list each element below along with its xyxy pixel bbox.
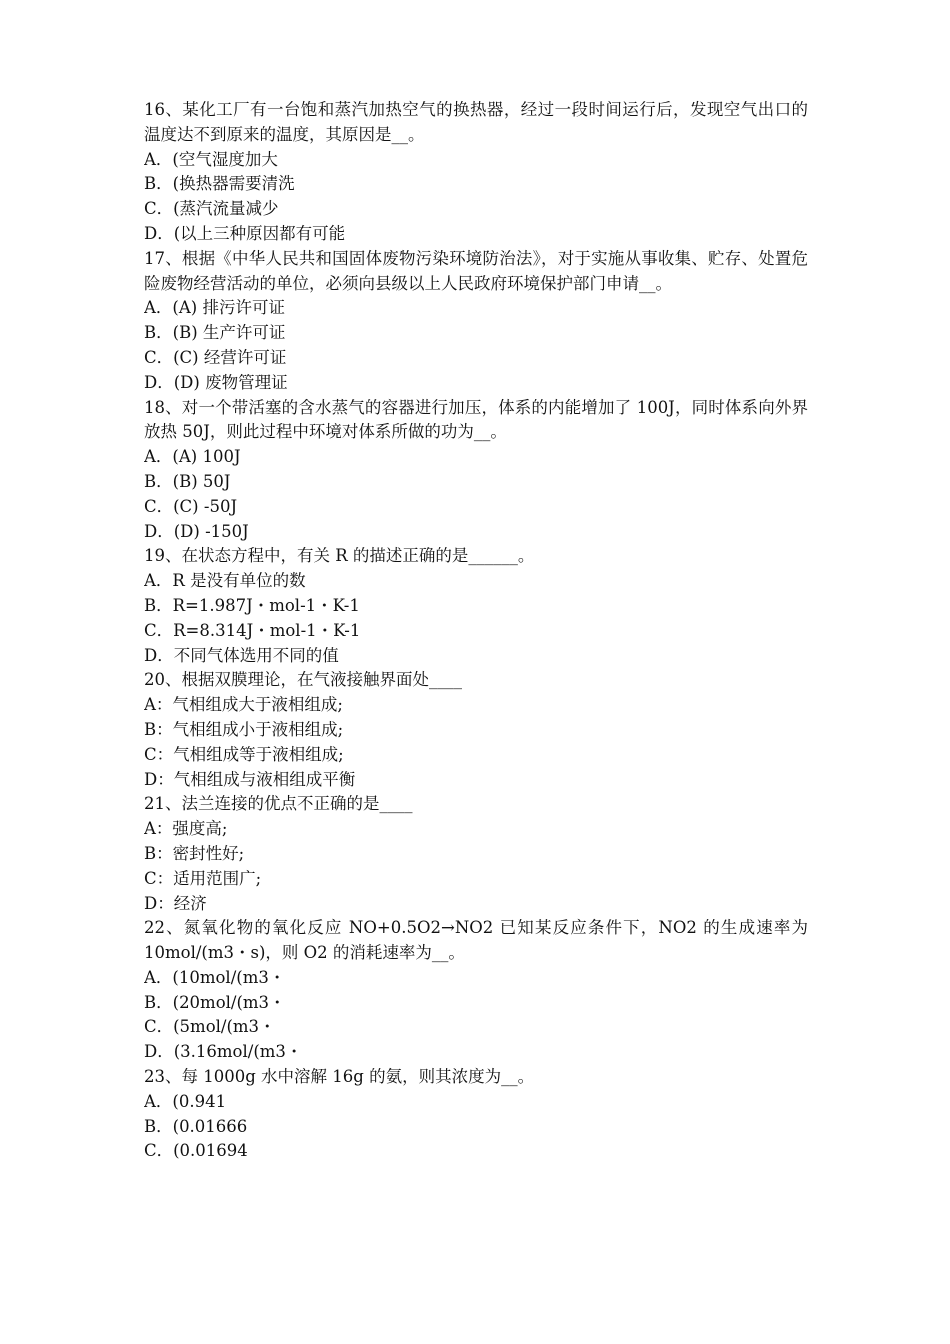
option-b: B．(B) 50J	[144, 471, 231, 491]
option-a: A．(0.941	[144, 1091, 227, 1111]
question-16	[144, 98, 808, 247]
option-c: C．(5mol/(m3・	[144, 1017, 276, 1037]
document-page	[144, 98, 808, 1164]
option-d: D．(3.16mol/(m3・	[144, 1042, 303, 1062]
option-b: B．(20mol/(m3・	[144, 992, 286, 1012]
question-18	[144, 396, 808, 545]
option-a: A：气相组成大于液相组成;	[144, 695, 343, 715]
option-c: C．(C) 经营许可证	[144, 347, 287, 367]
option-c: C．(C) -50J	[144, 496, 238, 516]
option-a: A．(10mol/(m3・	[144, 967, 286, 987]
option-a: A：强度高;	[144, 819, 228, 839]
option-d: D．不同气体选用不同的值	[144, 645, 339, 665]
question-17	[144, 247, 808, 396]
option-d: D．(以上三种原因都有可能	[144, 223, 346, 243]
option-b: B．(B) 生产许可证	[144, 323, 286, 343]
option-d: D．(D) 废物管理证	[144, 372, 288, 392]
option-d: D：气相组成与液相组成平衡	[144, 769, 356, 789]
option-c: C．(0.01694	[144, 1141, 248, 1161]
question-stem: 23、每 1000g 水中溶解 16g 的氨，则其浓度为__。	[144, 1067, 535, 1087]
question-22	[144, 916, 808, 1065]
question-23	[144, 1065, 808, 1164]
question-20	[144, 668, 808, 792]
question-19	[144, 544, 808, 668]
question-stem: 17、根据《中华人民共和国固体废物污染环境防治法》，对于实施从事收集、贮存、处置危险废物经营活动的单位，必须向县级以上人民政府环境保护部门申请__。	[144, 248, 808, 293]
question-stem: 18、对一个带活塞的含水蒸气的容器进行加压，体系的内能增加了 100J，同时体系向外界放热 50J，则此过程中环境对体系所做的功为__。	[144, 397, 808, 442]
option-a: A．(A) 100J	[144, 447, 241, 467]
option-a: A．R 是没有单位的数	[144, 571, 306, 591]
question-21	[144, 792, 808, 916]
option-a: A．(空气湿度加大	[144, 149, 278, 169]
option-c: C：适用范围广;	[144, 868, 262, 888]
option-b: B：密封性好;	[144, 843, 245, 863]
question-stem: 19、在状态方程中，有关 R 的描述正确的是______。	[144, 546, 535, 566]
option-b: B．(换热器需要清洗	[144, 174, 295, 194]
option-c: C：气相组成等于液相组成;	[144, 744, 344, 764]
option-d: D．(D) -150J	[144, 521, 249, 541]
question-stem: 22、氮氧化物的氧化反应 NO+0.5O2→NO2 已知某反应条件下，NO2 的生成速率为 10mol/(m3・s)，则 O2 的消耗速率为__。	[144, 918, 808, 963]
option-b: B．(0.01666	[144, 1116, 248, 1136]
option-c: C．R=8.314J・mol-1・K-1	[144, 620, 361, 640]
question-stem: 16、某化工厂有一台饱和蒸汽加热空气的换热器，经过一段时间运行后，发现空气出口的温度达不到原来的温度，其原因是__。	[144, 100, 808, 144]
option-a: A．(A) 排污许可证	[144, 298, 285, 318]
option-b: B．R=1.987J・mol-1・K-1	[144, 595, 360, 615]
question-stem: 20、根据双膜理论，在气液接触界面处____	[144, 670, 462, 690]
option-c: C．(蒸汽流量减少	[144, 199, 279, 219]
question-stem: 21、法兰连接的优点不正确的是____	[144, 794, 413, 814]
option-b: B：气相组成小于液相组成;	[144, 719, 344, 739]
option-d: D：经济	[144, 893, 207, 913]
